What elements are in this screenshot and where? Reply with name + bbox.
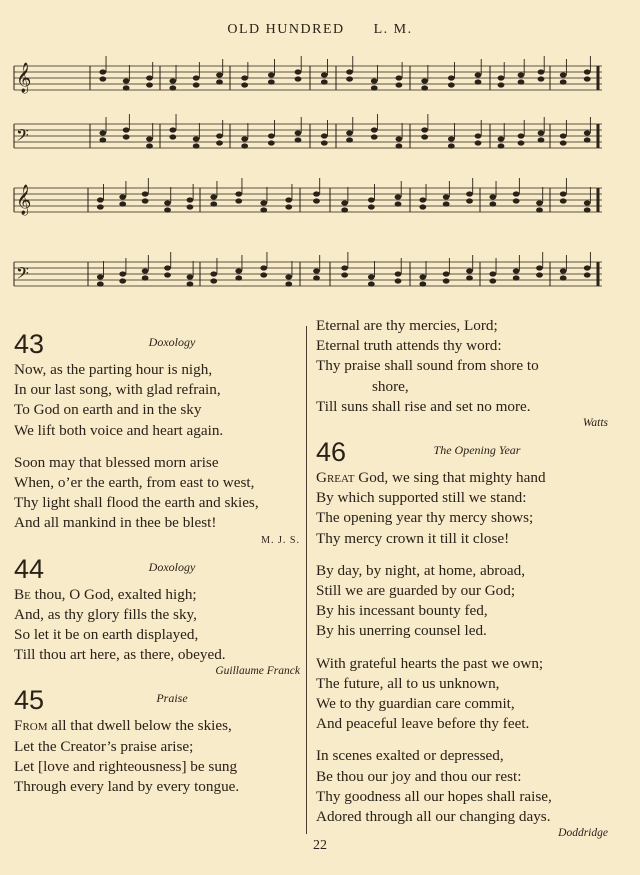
note-head bbox=[395, 201, 402, 206]
note-head bbox=[466, 268, 473, 273]
note-head bbox=[321, 133, 328, 138]
note-head bbox=[295, 76, 302, 81]
verse-line: And all mankind in thee be blest! bbox=[14, 514, 217, 532]
note-head bbox=[421, 127, 428, 132]
note-head bbox=[99, 76, 106, 81]
note-head bbox=[164, 272, 171, 277]
verse-line: Thy mercy crown it till it close! bbox=[316, 529, 510, 547]
hymn-author: Watts bbox=[582, 417, 608, 430]
verse-line: Be thou our joy and thou our rest: bbox=[316, 767, 522, 785]
note-head bbox=[241, 82, 248, 87]
note-head bbox=[187, 281, 194, 286]
verse-line: Let the Creator’s praise arise; bbox=[14, 737, 194, 755]
note-head bbox=[97, 281, 104, 286]
hymn-number: 45 bbox=[14, 685, 45, 716]
hymn-author: M. J. S. bbox=[261, 534, 300, 546]
hymn-44 bbox=[14, 553, 300, 679]
tune-name: OLD HUNDRED bbox=[227, 22, 345, 37]
note-head bbox=[489, 201, 496, 206]
note-head bbox=[419, 274, 426, 279]
note-head bbox=[119, 278, 126, 283]
hymn-46 bbox=[316, 436, 608, 840]
hymn-number: 46 bbox=[316, 437, 347, 468]
note-head bbox=[321, 79, 328, 84]
column-divider bbox=[306, 326, 307, 834]
note-head bbox=[518, 133, 525, 138]
verse-line: Till suns shall rise and set no more. bbox=[316, 397, 531, 415]
note-head bbox=[443, 194, 450, 199]
first-word: From bbox=[14, 717, 48, 735]
note-head bbox=[448, 82, 455, 87]
note-head bbox=[396, 143, 403, 148]
note-head bbox=[187, 274, 194, 279]
note-head bbox=[241, 75, 248, 80]
note-head bbox=[346, 69, 353, 74]
verse-line: The future, all to us unknown, bbox=[316, 674, 500, 692]
note-head bbox=[210, 278, 217, 283]
note-head bbox=[443, 201, 450, 206]
note-head bbox=[97, 197, 104, 202]
note-head bbox=[560, 275, 567, 280]
note-head bbox=[123, 85, 130, 90]
note-head bbox=[285, 204, 292, 209]
note-head bbox=[235, 275, 242, 280]
verse-line: In scenes exalted or depressed, bbox=[316, 747, 504, 765]
verse-line: shore, bbox=[372, 377, 409, 395]
note-head bbox=[321, 72, 328, 77]
note-head bbox=[443, 271, 450, 276]
note-head bbox=[419, 204, 426, 209]
note-head bbox=[260, 272, 267, 277]
note-head bbox=[123, 78, 130, 83]
note-head bbox=[341, 207, 348, 212]
note-head bbox=[187, 197, 194, 202]
verse-line: The opening year thy mercy shows; bbox=[316, 509, 534, 527]
note-head bbox=[584, 207, 591, 212]
note-head bbox=[538, 137, 545, 142]
note-head bbox=[146, 136, 153, 141]
note-head bbox=[371, 85, 378, 90]
note-head bbox=[268, 140, 275, 145]
note-head bbox=[216, 72, 223, 77]
note-head bbox=[99, 69, 106, 74]
note-head bbox=[421, 134, 428, 139]
note-head bbox=[164, 207, 171, 212]
note-head bbox=[475, 72, 482, 77]
note-head bbox=[584, 69, 591, 74]
stanza bbox=[316, 561, 608, 642]
note-head bbox=[395, 278, 402, 283]
verse-line: Now, as the parting hour is nigh, bbox=[14, 361, 213, 378]
verse-line: With grateful hearts the past we own; bbox=[316, 654, 544, 672]
note-head bbox=[498, 136, 505, 141]
note-head bbox=[268, 133, 275, 138]
note-head bbox=[169, 127, 176, 132]
note-head bbox=[396, 82, 403, 87]
stanza bbox=[316, 654, 608, 735]
note-head bbox=[448, 136, 455, 141]
verse-line: By his incessant bounty fed, bbox=[316, 602, 488, 620]
verse-line: Adored through all our changing days. bbox=[316, 808, 551, 826]
note-head bbox=[268, 72, 275, 77]
note-head bbox=[498, 143, 505, 148]
verse-line: Soon may that blessed morn arise bbox=[14, 453, 219, 471]
note-head bbox=[119, 194, 126, 199]
note-head bbox=[313, 198, 320, 203]
hymn-author: Guillaume Franck bbox=[215, 665, 300, 678]
bass-clef-icon: 𝄢 bbox=[16, 125, 29, 149]
hymn-number: 43 bbox=[14, 329, 45, 359]
note-head bbox=[466, 198, 473, 203]
note-head bbox=[193, 136, 200, 141]
verse-line: And peaceful leave before thy feet. bbox=[316, 715, 530, 733]
verse-line: In our last song, with glad refrain, bbox=[14, 381, 221, 399]
note-head bbox=[169, 134, 176, 139]
note-head bbox=[538, 69, 545, 74]
note-head bbox=[169, 78, 176, 83]
verse-line: Be thou, O God, exalted high; bbox=[14, 585, 197, 603]
note-head bbox=[235, 198, 242, 203]
note-head bbox=[193, 82, 200, 87]
stanza bbox=[14, 360, 300, 441]
hymn-title: Doxology bbox=[148, 335, 196, 349]
note-head bbox=[123, 127, 130, 132]
note-head bbox=[475, 133, 482, 138]
note-head bbox=[489, 194, 496, 199]
treble-clef-icon: 𝄞 bbox=[16, 185, 32, 215]
note-head bbox=[560, 191, 567, 196]
note-head bbox=[518, 79, 525, 84]
note-head bbox=[395, 194, 402, 199]
first-word: Great bbox=[316, 469, 355, 487]
note-head bbox=[216, 79, 223, 84]
note-head bbox=[142, 198, 149, 203]
note-head bbox=[260, 200, 267, 205]
note-head bbox=[295, 69, 302, 74]
verse-line: Great God, we sing that mighty hand bbox=[316, 469, 546, 487]
hymn-title: Praise bbox=[156, 691, 188, 706]
verse-line: Thy goodness all our hopes shall raise, bbox=[316, 787, 552, 805]
note-head bbox=[164, 265, 171, 270]
note-head bbox=[419, 197, 426, 202]
note-head bbox=[169, 85, 176, 90]
note-head bbox=[584, 265, 591, 270]
verse-line: And, as thy glory fills the sky, bbox=[14, 605, 197, 623]
note-head bbox=[295, 137, 302, 142]
note-head bbox=[142, 268, 149, 273]
verse-line: We lift both voice and heart again. bbox=[14, 421, 224, 439]
note-head bbox=[396, 136, 403, 141]
note-head bbox=[560, 198, 567, 203]
verse-line: Through every land by every tongue. bbox=[14, 778, 240, 796]
note-head bbox=[560, 268, 567, 273]
verse-line: By his unerring counsel led. bbox=[316, 622, 487, 640]
note-head bbox=[216, 140, 223, 145]
verse-line: So let it be on earth displayed, bbox=[14, 626, 199, 644]
note-head bbox=[536, 265, 543, 270]
note-head bbox=[421, 78, 428, 83]
note-head bbox=[368, 274, 375, 279]
music-score bbox=[10, 52, 610, 304]
note-head bbox=[395, 271, 402, 276]
note-head bbox=[475, 140, 482, 145]
note-head bbox=[538, 76, 545, 81]
note-head bbox=[466, 275, 473, 280]
note-head bbox=[448, 75, 455, 80]
stanza bbox=[14, 585, 300, 666]
note-head bbox=[371, 127, 378, 132]
note-head bbox=[489, 278, 496, 283]
meter: L. M. bbox=[373, 22, 413, 37]
note-head bbox=[536, 272, 543, 277]
note-head bbox=[396, 75, 403, 80]
note-head bbox=[584, 200, 591, 205]
note-head bbox=[341, 265, 348, 270]
verse-line: Eternal truth attends thy word: bbox=[316, 337, 502, 355]
note-head bbox=[419, 281, 426, 286]
verse-line: Let [love and righteousness] be sung bbox=[14, 757, 238, 775]
note-head bbox=[193, 75, 200, 80]
note-head bbox=[99, 137, 106, 142]
note-head bbox=[321, 140, 328, 145]
note-head bbox=[371, 78, 378, 83]
treble-clef-icon: 𝄞 bbox=[16, 63, 32, 93]
note-head bbox=[210, 201, 217, 206]
note-head bbox=[443, 278, 450, 283]
note-head bbox=[560, 133, 567, 138]
note-head bbox=[99, 130, 106, 135]
verse-line: Till thou art here, as there, obeyed. bbox=[14, 646, 226, 664]
verse-line: When, o’er the earth, from east to west, bbox=[14, 474, 255, 492]
note-head bbox=[235, 191, 242, 196]
note-head bbox=[142, 275, 149, 280]
hymn-author: Doddridge bbox=[558, 827, 608, 840]
note-head bbox=[475, 79, 482, 84]
stanza bbox=[316, 316, 608, 417]
page-header bbox=[0, 22, 640, 38]
right-column bbox=[316, 317, 608, 846]
verse-line: By which supported still we stand: bbox=[316, 489, 527, 507]
hymn-43 bbox=[14, 328, 300, 547]
note-head bbox=[538, 130, 545, 135]
note-head bbox=[210, 194, 217, 199]
hymn-title: The Opening Year bbox=[433, 443, 521, 458]
note-head bbox=[518, 140, 525, 145]
verse-line: Still we are guarded by our God; bbox=[316, 582, 516, 600]
note-head bbox=[313, 268, 320, 273]
note-head bbox=[498, 82, 505, 87]
note-head bbox=[560, 72, 567, 77]
verse-line: Eternal are thy mercies, Lord; bbox=[316, 317, 498, 334]
note-head bbox=[368, 281, 375, 286]
note-head bbox=[584, 76, 591, 81]
page-number: 22 bbox=[313, 838, 327, 853]
note-head bbox=[448, 143, 455, 148]
stanza bbox=[14, 453, 300, 534]
note-head bbox=[260, 265, 267, 270]
note-head bbox=[97, 204, 104, 209]
note-head bbox=[346, 137, 353, 142]
note-head bbox=[346, 130, 353, 135]
note-head bbox=[371, 134, 378, 139]
note-head bbox=[518, 72, 525, 77]
note-head bbox=[146, 82, 153, 87]
note-head bbox=[123, 134, 130, 139]
note-head bbox=[466, 191, 473, 196]
note-head bbox=[341, 272, 348, 277]
hymn-number: 44 bbox=[14, 553, 45, 584]
stanza bbox=[316, 746, 608, 827]
note-head bbox=[536, 207, 543, 212]
note-head bbox=[241, 143, 248, 148]
note-head bbox=[295, 130, 302, 135]
note-head bbox=[210, 271, 217, 276]
note-head bbox=[560, 79, 567, 84]
note-head bbox=[346, 76, 353, 81]
note-head bbox=[421, 85, 428, 90]
note-head bbox=[235, 268, 242, 273]
note-head bbox=[313, 275, 320, 280]
note-head bbox=[216, 133, 223, 138]
verse-line: To God on earth and in the sky bbox=[14, 401, 202, 419]
hymn-45 bbox=[14, 684, 300, 797]
note-head bbox=[164, 200, 171, 205]
note-head bbox=[341, 200, 348, 205]
note-head bbox=[368, 197, 375, 202]
verse-line: From all that dwell below the skies, bbox=[14, 717, 232, 735]
note-head bbox=[513, 275, 520, 280]
verse-line: Thy praise shall sound from shore to bbox=[316, 357, 539, 375]
note-head bbox=[146, 143, 153, 148]
note-head bbox=[142, 191, 149, 196]
note-head bbox=[119, 201, 126, 206]
stanza bbox=[316, 468, 608, 549]
note-head bbox=[285, 197, 292, 202]
left-column bbox=[14, 322, 300, 809]
note-head bbox=[285, 274, 292, 279]
bass-clef-icon: 𝄢 bbox=[16, 263, 29, 287]
note-head bbox=[584, 130, 591, 135]
hymn-title: Doxology bbox=[148, 559, 196, 574]
note-head bbox=[584, 272, 591, 277]
verse-line: Thy light shall flood the earth and skies, bbox=[14, 494, 259, 512]
note-head bbox=[193, 143, 200, 148]
note-head bbox=[489, 271, 496, 276]
note-head bbox=[241, 136, 248, 141]
note-head bbox=[513, 268, 520, 273]
note-head bbox=[368, 204, 375, 209]
note-head bbox=[513, 191, 520, 196]
note-head bbox=[536, 200, 543, 205]
note-head bbox=[268, 79, 275, 84]
note-head bbox=[260, 207, 267, 212]
verse-line: By day, by night, at home, abroad, bbox=[316, 561, 526, 579]
note-head bbox=[187, 204, 194, 209]
note-head bbox=[146, 75, 153, 80]
note-head bbox=[285, 281, 292, 286]
first-word: Be bbox=[14, 585, 31, 603]
hymn-45-continued bbox=[316, 316, 608, 430]
note-head bbox=[97, 274, 104, 279]
note-head bbox=[560, 140, 567, 145]
note-head bbox=[513, 198, 520, 203]
note-head bbox=[498, 75, 505, 80]
stanza bbox=[14, 716, 300, 797]
note-head bbox=[119, 271, 126, 276]
verse-line: We to thy guardian care commit, bbox=[316, 695, 515, 713]
note-head bbox=[313, 191, 320, 196]
note-head bbox=[584, 137, 591, 142]
